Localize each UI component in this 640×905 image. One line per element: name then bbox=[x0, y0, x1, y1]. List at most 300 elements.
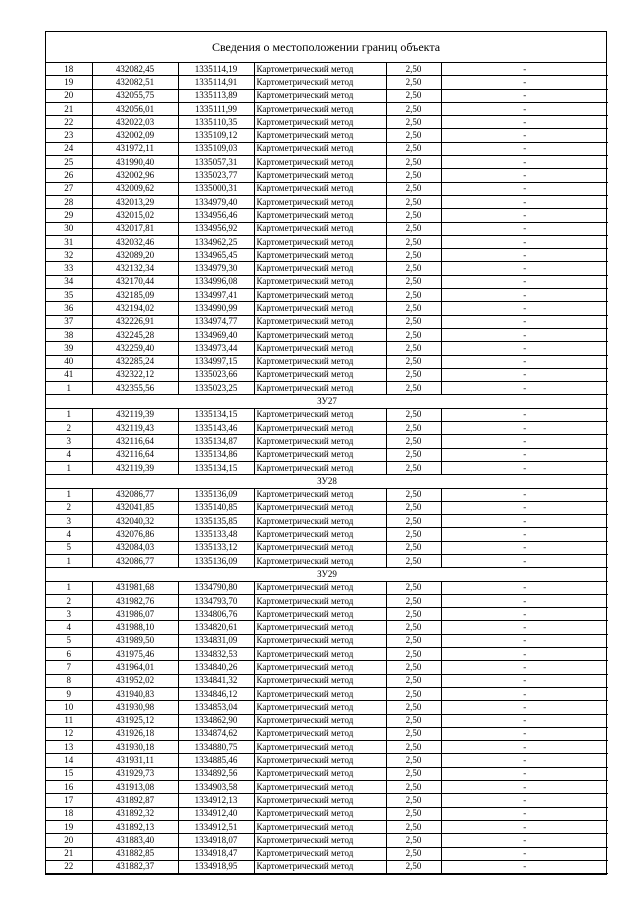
precision-cell: 2,50 bbox=[386, 767, 441, 780]
description-cell: - bbox=[441, 448, 608, 461]
method-cell: Картометрический метод bbox=[254, 235, 386, 248]
description-cell: - bbox=[441, 342, 608, 355]
method-cell: Картометрический метод bbox=[254, 315, 386, 328]
y-coordinate-cell: 1334973,44 bbox=[178, 342, 254, 355]
table-row bbox=[46, 687, 608, 700]
table-row bbox=[46, 142, 608, 155]
method-cell: Картометрический метод bbox=[254, 594, 386, 607]
point-number-cell: 17 bbox=[46, 794, 92, 807]
precision-cell: 2,50 bbox=[386, 315, 441, 328]
method-cell: Картометрический метод bbox=[254, 860, 386, 873]
description-cell: - bbox=[441, 156, 608, 169]
precision-cell: 2,50 bbox=[386, 621, 441, 634]
description-cell: - bbox=[441, 289, 608, 302]
point-number-cell: 15 bbox=[46, 767, 92, 780]
table-row bbox=[46, 63, 608, 76]
x-coordinate-cell: 431913,08 bbox=[92, 781, 178, 794]
table-row bbox=[46, 355, 608, 368]
description-cell: - bbox=[441, 741, 608, 754]
precision-cell: 2,50 bbox=[386, 182, 441, 195]
precision-cell: 2,50 bbox=[386, 794, 441, 807]
method-cell: Картометрический метод bbox=[254, 608, 386, 621]
y-coordinate-cell: 1334962,25 bbox=[178, 235, 254, 248]
precision-cell: 2,50 bbox=[386, 608, 441, 621]
section-header-row bbox=[46, 568, 608, 581]
description-cell: - bbox=[441, 661, 608, 674]
precision-cell: 2,50 bbox=[386, 634, 441, 647]
y-coordinate-cell: 1334979,40 bbox=[178, 195, 254, 208]
point-number-cell: 12 bbox=[46, 727, 92, 740]
y-coordinate-cell: 1335134,86 bbox=[178, 448, 254, 461]
point-number-cell: 28 bbox=[46, 195, 92, 208]
x-coordinate-cell: 432355,56 bbox=[92, 382, 178, 395]
precision-cell: 2,50 bbox=[386, 435, 441, 448]
table-row bbox=[46, 195, 608, 208]
table-row bbox=[46, 714, 608, 727]
point-number-cell: 16 bbox=[46, 781, 92, 794]
method-cell: Картометрический метод bbox=[254, 820, 386, 833]
precision-cell: 2,50 bbox=[386, 63, 441, 76]
method-cell: Картометрический метод bbox=[254, 528, 386, 541]
method-cell: Картометрический метод bbox=[254, 554, 386, 567]
y-coordinate-cell: 1334912,13 bbox=[178, 794, 254, 807]
table-row bbox=[46, 594, 608, 607]
method-cell: Картометрический метод bbox=[254, 581, 386, 594]
description-cell: - bbox=[441, 76, 608, 89]
description-cell: - bbox=[441, 674, 608, 687]
point-number-cell: 10 bbox=[46, 701, 92, 714]
y-coordinate-cell: 1335109,12 bbox=[178, 129, 254, 142]
coordinates-sheet bbox=[45, 31, 607, 875]
description-cell: - bbox=[441, 767, 608, 780]
method-cell: Картометрический метод bbox=[254, 169, 386, 182]
method-cell: Картометрический метод bbox=[254, 142, 386, 155]
point-number-cell: 4 bbox=[46, 528, 92, 541]
description-cell: - bbox=[441, 594, 608, 607]
precision-cell: 2,50 bbox=[386, 488, 441, 501]
precision-cell: 2,50 bbox=[386, 169, 441, 182]
x-coordinate-cell: 432084,03 bbox=[92, 541, 178, 554]
method-cell: Картометрический метод bbox=[254, 767, 386, 780]
coordinates-table bbox=[46, 63, 608, 874]
x-coordinate-cell: 432132,34 bbox=[92, 262, 178, 275]
table-row bbox=[46, 302, 608, 315]
method-cell: Картометрический метод bbox=[254, 541, 386, 554]
method-cell: Картометрический метод bbox=[254, 89, 386, 102]
table-row bbox=[46, 608, 608, 621]
table-row bbox=[46, 382, 608, 395]
table-row bbox=[46, 368, 608, 381]
method-cell: Картометрический метод bbox=[254, 302, 386, 315]
x-coordinate-cell: 432285,24 bbox=[92, 355, 178, 368]
x-coordinate-cell: 431964,01 bbox=[92, 661, 178, 674]
y-coordinate-cell: 1334831,09 bbox=[178, 634, 254, 647]
table-row bbox=[46, 209, 608, 222]
description-cell: - bbox=[441, 488, 608, 501]
description-cell: - bbox=[441, 528, 608, 541]
y-coordinate-cell: 1334840,26 bbox=[178, 661, 254, 674]
y-coordinate-cell: 1334806,76 bbox=[178, 608, 254, 621]
x-coordinate-cell: 432032,46 bbox=[92, 235, 178, 248]
precision-cell: 2,50 bbox=[386, 262, 441, 275]
table-row bbox=[46, 621, 608, 634]
description-cell: - bbox=[441, 687, 608, 700]
table-row bbox=[46, 701, 608, 714]
description-cell: - bbox=[441, 302, 608, 315]
precision-cell: 2,50 bbox=[386, 847, 441, 860]
table-row bbox=[46, 182, 608, 195]
point-number-cell: 40 bbox=[46, 355, 92, 368]
description-cell: - bbox=[441, 355, 608, 368]
precision-cell: 2,50 bbox=[386, 235, 441, 248]
y-coordinate-cell: 1335109,03 bbox=[178, 142, 254, 155]
precision-cell: 2,50 bbox=[386, 408, 441, 421]
x-coordinate-cell: 432082,45 bbox=[92, 63, 178, 76]
method-cell: Картометрический метод bbox=[254, 368, 386, 381]
y-coordinate-cell: 1334880,75 bbox=[178, 741, 254, 754]
method-cell: Картометрический метод bbox=[254, 701, 386, 714]
method-cell: Картометрический метод bbox=[254, 328, 386, 341]
point-number-cell: 11 bbox=[46, 714, 92, 727]
x-coordinate-cell: 431883,40 bbox=[92, 834, 178, 847]
point-number-cell: 4 bbox=[46, 621, 92, 634]
y-coordinate-cell: 1334969,40 bbox=[178, 328, 254, 341]
point-number-cell: 19 bbox=[46, 820, 92, 833]
description-cell: - bbox=[441, 435, 608, 448]
point-number-cell: 1 bbox=[46, 461, 92, 474]
point-number-cell: 3 bbox=[46, 515, 92, 528]
point-number-cell: 18 bbox=[46, 63, 92, 76]
y-coordinate-cell: 1335114,91 bbox=[178, 76, 254, 89]
table-row bbox=[46, 554, 608, 567]
precision-cell: 2,50 bbox=[386, 860, 441, 873]
y-coordinate-cell: 1334974,77 bbox=[178, 315, 254, 328]
description-cell: - bbox=[441, 63, 608, 76]
point-number-cell: 30 bbox=[46, 222, 92, 235]
y-coordinate-cell: 1335023,25 bbox=[178, 382, 254, 395]
description-cell: - bbox=[441, 794, 608, 807]
point-number-cell: 9 bbox=[46, 687, 92, 700]
description-cell: - bbox=[441, 541, 608, 554]
point-number-cell: 1 bbox=[46, 581, 92, 594]
method-cell: Картометрический метод bbox=[254, 794, 386, 807]
point-number-cell: 3 bbox=[46, 608, 92, 621]
method-cell: Картометрический метод bbox=[254, 515, 386, 528]
x-coordinate-cell: 432086,77 bbox=[92, 488, 178, 501]
point-number-cell: 22 bbox=[46, 116, 92, 129]
table-row bbox=[46, 528, 608, 541]
precision-cell: 2,50 bbox=[386, 89, 441, 102]
section-header: ЗУ27 bbox=[46, 395, 608, 408]
point-number-cell: 5 bbox=[46, 634, 92, 647]
method-cell: Картометрический метод bbox=[254, 847, 386, 860]
y-coordinate-cell: 1334853,04 bbox=[178, 701, 254, 714]
precision-cell: 2,50 bbox=[386, 116, 441, 129]
table-row bbox=[46, 674, 608, 687]
precision-cell: 2,50 bbox=[386, 541, 441, 554]
page-title: Сведения о местоположении границ объекта bbox=[46, 32, 606, 63]
table-row bbox=[46, 860, 608, 873]
description-cell: - bbox=[441, 142, 608, 155]
x-coordinate-cell: 432086,77 bbox=[92, 554, 178, 567]
description-cell: - bbox=[441, 701, 608, 714]
x-coordinate-cell: 432259,40 bbox=[92, 342, 178, 355]
precision-cell: 2,50 bbox=[386, 741, 441, 754]
y-coordinate-cell: 1334918,95 bbox=[178, 860, 254, 873]
precision-cell: 2,50 bbox=[386, 501, 441, 514]
table-row bbox=[46, 249, 608, 262]
x-coordinate-cell: 431986,07 bbox=[92, 608, 178, 621]
method-cell: Картометрический метод bbox=[254, 488, 386, 501]
x-coordinate-cell: 432013,29 bbox=[92, 195, 178, 208]
precision-cell: 2,50 bbox=[386, 368, 441, 381]
description-cell: - bbox=[441, 714, 608, 727]
x-coordinate-cell: 432089,20 bbox=[92, 249, 178, 262]
precision-cell: 2,50 bbox=[386, 807, 441, 820]
y-coordinate-cell: 1335023,66 bbox=[178, 368, 254, 381]
point-number-cell: 39 bbox=[46, 342, 92, 355]
point-number-cell: 2 bbox=[46, 501, 92, 514]
point-number-cell: 35 bbox=[46, 289, 92, 302]
point-number-cell: 6 bbox=[46, 648, 92, 661]
x-coordinate-cell: 432170,44 bbox=[92, 275, 178, 288]
x-coordinate-cell: 432119,39 bbox=[92, 408, 178, 421]
y-coordinate-cell: 1334956,92 bbox=[178, 222, 254, 235]
y-coordinate-cell: 1334885,46 bbox=[178, 754, 254, 767]
table-row bbox=[46, 435, 608, 448]
table-row bbox=[46, 847, 608, 860]
table-row bbox=[46, 408, 608, 421]
y-coordinate-cell: 1334912,51 bbox=[178, 820, 254, 833]
x-coordinate-cell: 432040,32 bbox=[92, 515, 178, 528]
precision-cell: 2,50 bbox=[386, 355, 441, 368]
method-cell: Картометрический метод bbox=[254, 648, 386, 661]
description-cell: - bbox=[441, 368, 608, 381]
y-coordinate-cell: 1335110,35 bbox=[178, 116, 254, 129]
description-cell: - bbox=[441, 648, 608, 661]
precision-cell: 2,50 bbox=[386, 422, 441, 435]
description-cell: - bbox=[441, 834, 608, 847]
description-cell: - bbox=[441, 727, 608, 740]
method-cell: Картометрический метод bbox=[254, 807, 386, 820]
method-cell: Картометрический метод bbox=[254, 182, 386, 195]
description-cell: - bbox=[441, 182, 608, 195]
precision-cell: 2,50 bbox=[386, 528, 441, 541]
method-cell: Картометрический метод bbox=[254, 156, 386, 169]
table-row bbox=[46, 515, 608, 528]
precision-cell: 2,50 bbox=[386, 648, 441, 661]
y-coordinate-cell: 1334997,15 bbox=[178, 355, 254, 368]
x-coordinate-cell: 432194,02 bbox=[92, 302, 178, 315]
table-row bbox=[46, 648, 608, 661]
x-coordinate-cell: 432022,03 bbox=[92, 116, 178, 129]
y-coordinate-cell: 1335136,09 bbox=[178, 554, 254, 567]
section-header-row bbox=[46, 475, 608, 488]
y-coordinate-cell: 1334862,90 bbox=[178, 714, 254, 727]
y-coordinate-cell: 1335023,77 bbox=[178, 169, 254, 182]
precision-cell: 2,50 bbox=[386, 275, 441, 288]
precision-cell: 2,50 bbox=[386, 661, 441, 674]
point-number-cell: 5 bbox=[46, 541, 92, 554]
description-cell: - bbox=[441, 501, 608, 514]
description-cell: - bbox=[441, 860, 608, 873]
y-coordinate-cell: 1334793,70 bbox=[178, 594, 254, 607]
x-coordinate-cell: 431929,73 bbox=[92, 767, 178, 780]
x-coordinate-cell: 432322,12 bbox=[92, 368, 178, 381]
x-coordinate-cell: 431952,02 bbox=[92, 674, 178, 687]
precision-cell: 2,50 bbox=[386, 342, 441, 355]
table-row bbox=[46, 289, 608, 302]
section-header: ЗУ28 bbox=[46, 475, 608, 488]
precision-cell: 2,50 bbox=[386, 289, 441, 302]
description-cell: - bbox=[441, 408, 608, 421]
method-cell: Картометрический метод bbox=[254, 714, 386, 727]
point-number-cell: 3 bbox=[46, 435, 92, 448]
table-row bbox=[46, 820, 608, 833]
section-header: ЗУ29 bbox=[46, 568, 608, 581]
description-cell: - bbox=[441, 554, 608, 567]
description-cell: - bbox=[441, 461, 608, 474]
method-cell: Картометрический метод bbox=[254, 834, 386, 847]
y-coordinate-cell: 1334990,99 bbox=[178, 302, 254, 315]
point-number-cell: 25 bbox=[46, 156, 92, 169]
point-number-cell: 24 bbox=[46, 142, 92, 155]
x-coordinate-cell: 431892,87 bbox=[92, 794, 178, 807]
table-row bbox=[46, 741, 608, 754]
precision-cell: 2,50 bbox=[386, 834, 441, 847]
table-row bbox=[46, 541, 608, 554]
precision-cell: 2,50 bbox=[386, 820, 441, 833]
point-number-cell: 37 bbox=[46, 315, 92, 328]
point-number-cell: 20 bbox=[46, 89, 92, 102]
x-coordinate-cell: 431892,32 bbox=[92, 807, 178, 820]
point-number-cell: 2 bbox=[46, 422, 92, 435]
description-cell: - bbox=[441, 382, 608, 395]
x-coordinate-cell: 431926,18 bbox=[92, 727, 178, 740]
method-cell: Картометрический метод bbox=[254, 621, 386, 634]
point-number-cell: 19 bbox=[46, 76, 92, 89]
method-cell: Картометрический метод bbox=[254, 501, 386, 514]
precision-cell: 2,50 bbox=[386, 461, 441, 474]
method-cell: Картометрический метод bbox=[254, 422, 386, 435]
method-cell: Картометрический метод bbox=[254, 435, 386, 448]
precision-cell: 2,50 bbox=[386, 727, 441, 740]
precision-cell: 2,50 bbox=[386, 142, 441, 155]
description-cell: - bbox=[441, 820, 608, 833]
description-cell: - bbox=[441, 781, 608, 794]
y-coordinate-cell: 1334979,30 bbox=[178, 262, 254, 275]
point-number-cell: 14 bbox=[46, 754, 92, 767]
precision-cell: 2,50 bbox=[386, 156, 441, 169]
y-coordinate-cell: 1335057,31 bbox=[178, 156, 254, 169]
precision-cell: 2,50 bbox=[386, 249, 441, 262]
table-row bbox=[46, 235, 608, 248]
x-coordinate-cell: 432226,91 bbox=[92, 315, 178, 328]
point-number-cell: 20 bbox=[46, 834, 92, 847]
y-coordinate-cell: 1334790,80 bbox=[178, 581, 254, 594]
y-coordinate-cell: 1335133,12 bbox=[178, 541, 254, 554]
y-coordinate-cell: 1335135,85 bbox=[178, 515, 254, 528]
point-number-cell: 21 bbox=[46, 102, 92, 115]
precision-cell: 2,50 bbox=[386, 382, 441, 395]
table-row bbox=[46, 89, 608, 102]
x-coordinate-cell: 432002,96 bbox=[92, 169, 178, 182]
point-number-cell: 22 bbox=[46, 860, 92, 873]
point-number-cell: 7 bbox=[46, 661, 92, 674]
x-coordinate-cell: 432076,86 bbox=[92, 528, 178, 541]
x-coordinate-cell: 431882,85 bbox=[92, 847, 178, 860]
x-coordinate-cell: 432002,09 bbox=[92, 129, 178, 142]
y-coordinate-cell: 1334903,58 bbox=[178, 781, 254, 794]
description-cell: - bbox=[441, 515, 608, 528]
method-cell: Картометрический метод bbox=[254, 674, 386, 687]
x-coordinate-cell: 432056,01 bbox=[92, 102, 178, 115]
table-row bbox=[46, 661, 608, 674]
description-cell: - bbox=[441, 422, 608, 435]
table-row bbox=[46, 448, 608, 461]
x-coordinate-cell: 431982,76 bbox=[92, 594, 178, 607]
method-cell: Картометрический метод bbox=[254, 408, 386, 421]
y-coordinate-cell: 1334997,41 bbox=[178, 289, 254, 302]
x-coordinate-cell: 431892,13 bbox=[92, 820, 178, 833]
method-cell: Картометрический метод bbox=[254, 289, 386, 302]
precision-cell: 2,50 bbox=[386, 195, 441, 208]
method-cell: Картометрический метод bbox=[254, 382, 386, 395]
precision-cell: 2,50 bbox=[386, 554, 441, 567]
y-coordinate-cell: 1334892,56 bbox=[178, 767, 254, 780]
x-coordinate-cell: 432082,51 bbox=[92, 76, 178, 89]
precision-cell: 2,50 bbox=[386, 515, 441, 528]
x-coordinate-cell: 432119,39 bbox=[92, 461, 178, 474]
x-coordinate-cell: 431931,11 bbox=[92, 754, 178, 767]
x-coordinate-cell: 432245,28 bbox=[92, 328, 178, 341]
method-cell: Картометрический метод bbox=[254, 249, 386, 262]
y-coordinate-cell: 1334965,45 bbox=[178, 249, 254, 262]
precision-cell: 2,50 bbox=[386, 102, 441, 115]
table-row bbox=[46, 275, 608, 288]
point-number-cell: 1 bbox=[46, 554, 92, 567]
description-cell: - bbox=[441, 129, 608, 142]
description-cell: - bbox=[441, 634, 608, 647]
description-cell: - bbox=[441, 195, 608, 208]
table-row bbox=[46, 342, 608, 355]
table-row bbox=[46, 501, 608, 514]
x-coordinate-cell: 432116,64 bbox=[92, 435, 178, 448]
description-cell: - bbox=[441, 847, 608, 860]
method-cell: Картометрический метод bbox=[254, 129, 386, 142]
precision-cell: 2,50 bbox=[386, 222, 441, 235]
description-cell: - bbox=[441, 275, 608, 288]
precision-cell: 2,50 bbox=[386, 302, 441, 315]
point-number-cell: 27 bbox=[46, 182, 92, 195]
x-coordinate-cell: 432185,09 bbox=[92, 289, 178, 302]
precision-cell: 2,50 bbox=[386, 754, 441, 767]
method-cell: Картометрический метод bbox=[254, 209, 386, 222]
description-cell: - bbox=[441, 807, 608, 820]
y-coordinate-cell: 1335133,48 bbox=[178, 528, 254, 541]
method-cell: Картометрический метод bbox=[254, 687, 386, 700]
x-coordinate-cell: 431990,40 bbox=[92, 156, 178, 169]
precision-cell: 2,50 bbox=[386, 701, 441, 714]
y-coordinate-cell: 1335143,46 bbox=[178, 422, 254, 435]
method-cell: Картометрический метод bbox=[254, 262, 386, 275]
x-coordinate-cell: 432015,02 bbox=[92, 209, 178, 222]
table-row bbox=[46, 76, 608, 89]
point-number-cell: 18 bbox=[46, 807, 92, 820]
precision-cell: 2,50 bbox=[386, 581, 441, 594]
description-cell: - bbox=[441, 315, 608, 328]
point-number-cell: 38 bbox=[46, 328, 92, 341]
